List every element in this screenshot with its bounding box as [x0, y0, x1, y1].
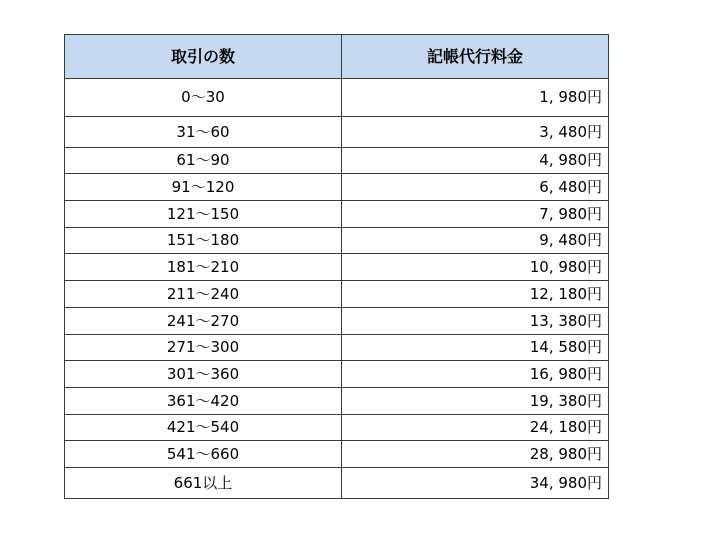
- fee-cell: 6, 480円: [342, 174, 609, 201]
- price-table: [64, 34, 609, 499]
- table-row: [65, 254, 609, 281]
- header-bookkeeping-fee: 記帳代行料金: [342, 35, 609, 79]
- table-row: [65, 148, 609, 174]
- table-row: [65, 79, 609, 117]
- transaction-range-cell: 31～60: [65, 117, 342, 148]
- table-body: [65, 79, 609, 499]
- table-row: [65, 201, 609, 228]
- transaction-range-cell: 151～180: [65, 228, 342, 254]
- table-row: [65, 468, 609, 499]
- transaction-range-cell: 0～30: [65, 79, 342, 117]
- fee-cell: 9, 480円: [342, 228, 609, 254]
- table-row: [65, 388, 609, 415]
- transaction-range-cell: 361～420: [65, 388, 342, 415]
- fee-cell: 19, 380円: [342, 388, 609, 415]
- transaction-range-cell: 61～90: [65, 148, 342, 174]
- transaction-range-cell: 301～360: [65, 361, 342, 388]
- fee-cell: 13, 380円: [342, 308, 609, 335]
- transaction-range-cell: 661以上: [65, 468, 342, 499]
- transaction-range-cell: 271～300: [65, 335, 342, 361]
- fee-cell: 34, 980円: [342, 468, 609, 499]
- fee-cell: 16, 980円: [342, 361, 609, 388]
- table-row: [65, 228, 609, 254]
- transaction-range-cell: 121～150: [65, 201, 342, 228]
- table-row: [65, 281, 609, 308]
- table-row: [65, 441, 609, 468]
- fee-cell: 3, 480円: [342, 117, 609, 148]
- table-row: [65, 308, 609, 335]
- transaction-range-cell: 91～120: [65, 174, 342, 201]
- transaction-range-cell: 211～240: [65, 281, 342, 308]
- table-row: [65, 174, 609, 201]
- table-header: [65, 35, 609, 79]
- transaction-range-cell: 421～540: [65, 415, 342, 441]
- fee-cell: 24, 180円: [342, 415, 609, 441]
- fee-cell: 7, 980円: [342, 201, 609, 228]
- fee-cell: 14, 580円: [342, 335, 609, 361]
- header-transaction-count: 取引の数: [65, 35, 342, 79]
- table-row: [65, 361, 609, 388]
- table-row: [65, 335, 609, 361]
- table-row: [65, 415, 609, 441]
- fee-cell: 1, 980円: [342, 79, 609, 117]
- fee-cell: 12, 180円: [342, 281, 609, 308]
- fee-cell: 10, 980円: [342, 254, 609, 281]
- fee-cell: 28, 980円: [342, 441, 609, 468]
- fee-cell: 4, 980円: [342, 148, 609, 174]
- transaction-range-cell: 181～210: [65, 254, 342, 281]
- transaction-range-cell: 541～660: [65, 441, 342, 468]
- table-row: [65, 117, 609, 148]
- transaction-range-cell: 241～270: [65, 308, 342, 335]
- header-row: [65, 35, 609, 79]
